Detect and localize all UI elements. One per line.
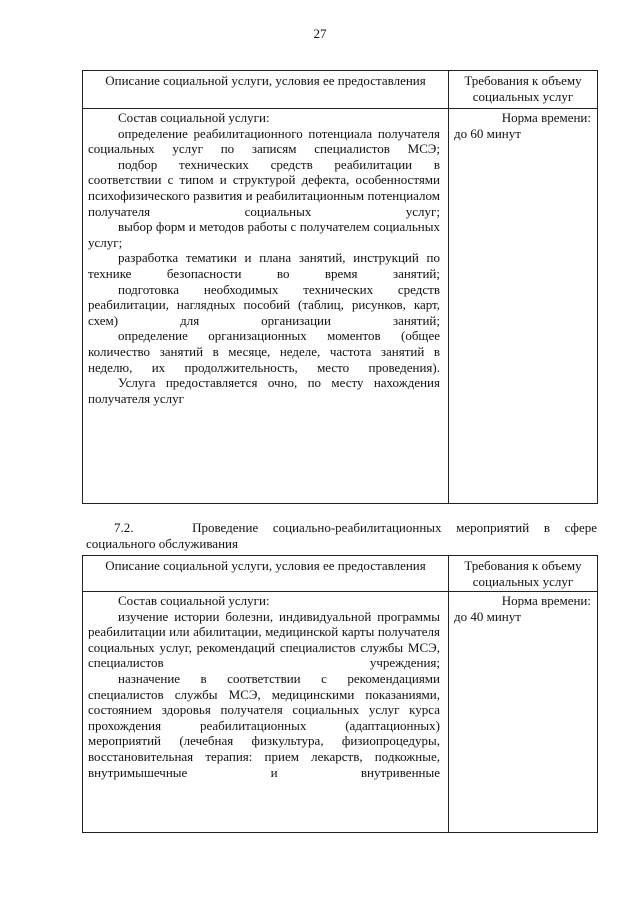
page-number: 27 (313, 26, 327, 41)
time-norm-label: Норма времени: (501, 593, 591, 608)
composition-heading: Состав социальной услуги: (118, 593, 270, 608)
time-norm-label: Норма времени: (501, 110, 591, 125)
service-table-2 (82, 555, 598, 833)
service-condition: Услуга предоставляется очно, по месту нахождения получателя услуг (88, 375, 440, 406)
service-item: выбор форм и методов работы с получателем социальных услуг; (88, 219, 440, 250)
service-item: разработка тематики и плана занятий, инструкций по технике безопасности во время занятий; (88, 250, 440, 281)
section-title-line1: Проведение социально-реабилитационных мероприятий в сфере (192, 520, 598, 535)
service-item: определение организационных моментов (общее количество занятий в месяце, неделе, частота занятий в неделю, их продолжительность, место проведения). (88, 328, 440, 375)
service-item: подготовка необходимых технических средств реабилитации, наглядных пособий (таблиц, рисунков, карт, схем) для организации занятий; (88, 281, 440, 328)
service-item: подбор технических средств реабилитации в соответствии с типом и структурой дефекта, особенностями психофизического развития и реабилитационным потенциалом получателя социальных услуг; (88, 156, 440, 219)
column-header-requirements: Требования к объему социальных услуг (449, 556, 598, 592)
time-norm-value: до 40 минут (454, 608, 521, 624)
column-header-description: Описание социальной услуги, условия ее предоставления (83, 556, 449, 592)
service-requirements (449, 592, 598, 833)
service-table-1 (82, 70, 598, 504)
section-number: 7.2. (114, 520, 134, 535)
section-heading (86, 520, 597, 551)
service-item: определение реабилитационного потенциала получателя социальных услуг по записям специалистов МСЭ; (88, 125, 440, 157)
service-description (83, 109, 449, 504)
service-item: назначение в соответствии с рекомендациями специалистов службы МСЭ, медицинскими показаниями, состоянием здоровья получателя социальных услуг курса прохождения реабилитационных (адаптационных) мероприятий (лечебная физкультура, физиопроцедуры, восстановительная терапия: прием лекарств, подкожные, внутримышечные и внутривенные (88, 670, 440, 780)
time-norm-value: до 60 минут (454, 125, 521, 141)
column-header-description: Описание социальной услуги, условия ее предоставления (83, 71, 449, 109)
service-requirements (449, 109, 598, 504)
column-header-requirements: Требования к объему социальных услуг (449, 71, 598, 109)
composition-heading: Состав социальной услуги: (118, 110, 270, 125)
service-item: изучение истории болезни, индивидуальной программы реабилитации или абилитации, медицинской карты получателя социальных услуг, рекомендаций специалистов службы МСЭ, специалистов учреждения; (88, 608, 440, 671)
service-description (83, 592, 449, 833)
section-title-line2: социального обслуживания (86, 535, 238, 551)
